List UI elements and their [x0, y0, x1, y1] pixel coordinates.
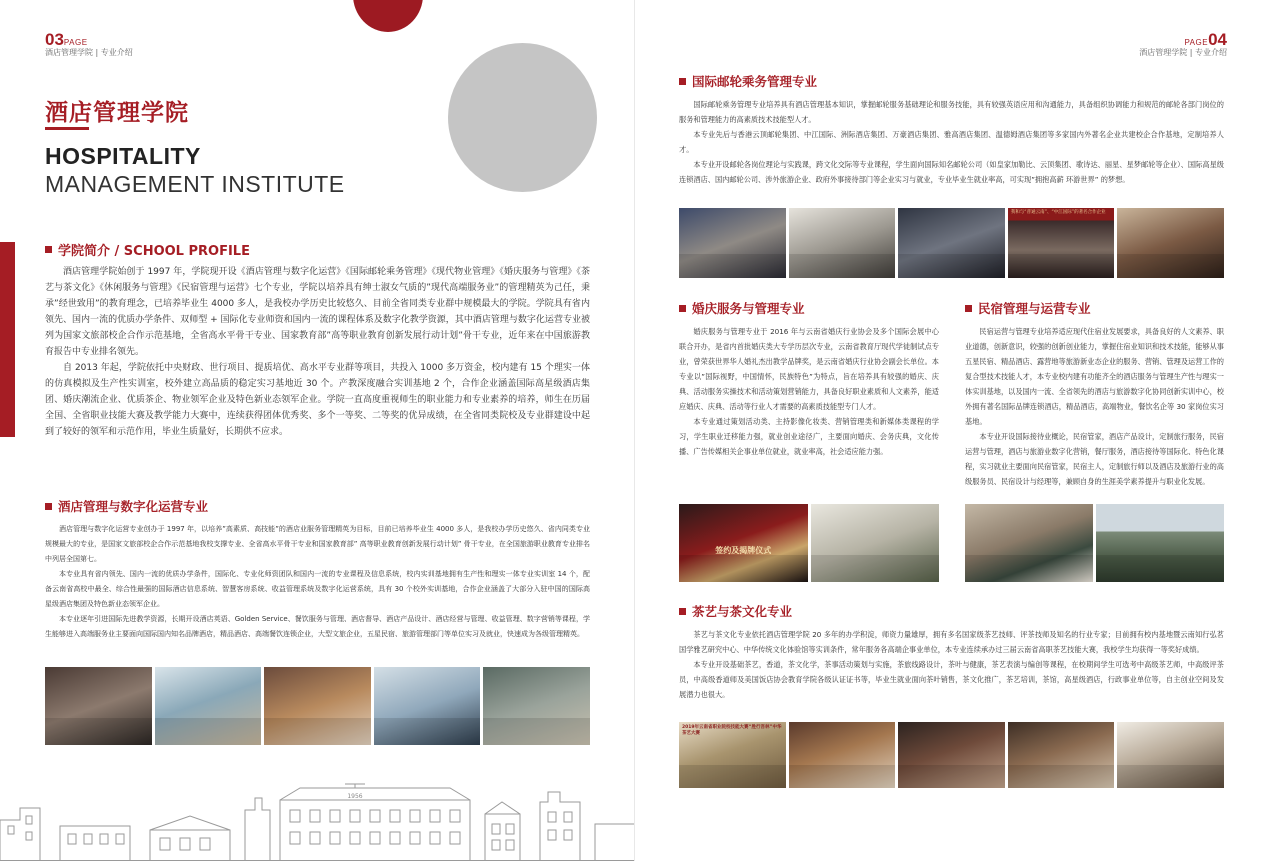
page-title-en-line2: MANAGEMENT INSTITUTE: [45, 171, 345, 197]
photo-caption: 我和与“普通云南”、“中江国际”的著名合作企业: [1010, 210, 1106, 215]
paragraph: 茶艺与茶文化专业依托酒店管理学院 20 多年的办学积淀，师资力量雄厚，拥有多名国家级茶艺技师、评茶技师及知名的行业专家；目前拥有校内基地暨云南知行弘茗国学雅艺研究中心、中华传统文化体验馆等实训条件，常年服务各高端企事业单位，本专业连续承办过三届云南省高职茶艺技能大赛，我校学生均获得一等奖好成绩。: [679, 630, 1224, 654]
wedding-text: [679, 324, 939, 459]
tea-photo-strip: [679, 722, 1224, 788]
photo: [374, 667, 481, 745]
paragraph: 本专业先后与香港云顶邮轮集团、中江国际、洲际酒店集团、万豪酒店集团、雅高酒店集团、温德姆酒店集团等多家国内外著名企业共建校企合作基地，定制培养人才。: [679, 130, 1224, 154]
photo: [965, 504, 1093, 582]
photo: [679, 504, 808, 582]
page-word: PAGE: [63, 38, 88, 47]
page-title-cn: 酒店管理学院: [45, 99, 189, 126]
photo: [1096, 504, 1224, 582]
section-heading-profile: [45, 240, 250, 259]
paragraph: 本专业开设邮轮各岗位理论与实践课，跨文化交际等专业课程，学生面向国际知名邮轮公司（如皇家加勒比、云顶集团、歌诗达、丽星、星梦邮轮等企业）、国际高星级连锁酒店、国内邮轮公司、涉外旅游企业、政府外事接待部门等企业实习与就业，专业毕业生就业率高，可实现”拥抱高薪 环游世界” 的梦想。: [679, 160, 1224, 184]
photo: [1008, 722, 1115, 788]
homestay-text: [965, 324, 1224, 489]
photo-caption: 2019年云南省职业院校技能大赛“胜行吾林”中华茶艺大赛: [682, 725, 782, 736]
section-heading-wedding: [679, 299, 805, 317]
square-bullet-icon: [965, 305, 972, 312]
heading-text: 民宿管理与运营专业: [978, 301, 1091, 316]
square-bullet-icon: [679, 78, 686, 85]
title-underline: [45, 127, 89, 130]
paragraph: 民宿运营与管理专业培养适应现代住宿业发展要求，具备良好的人文素养、职业道德，创新意识，较强的创新创业能力，掌握住宿业知识和技术技能，能够从事五星民宿、精品酒店、露营地等旅游新业态企业的服务、营销、管理及运营工作的复合型技术技能人才，本专业校内建有功能齐全的酒店服务与管理生产性与理实一体实训基地，以及国内一流、全省领先的酒店与旅游数字化协同创新实训中心，校外拥有著名国际品牌连锁酒店，精品酒店，高端物业，餐饮名企等 30 家岗位实习基地。: [965, 327, 1224, 426]
photo: [1117, 722, 1224, 788]
square-bullet-icon: [679, 305, 686, 312]
paragraph: 本专业逐年引进国际先进教学资源，长期开设酒店英语、Golden Service、餐饮服务与管理、酒店督导、酒店产品设计、酒店经营与管理、收益管理、数字营销等课程，学生能够进入高端服务业主要面向国际国内知名品牌酒店，精品酒店、高端餐饮连锁企业，大型文旅企业，五星民宿、旅游管理部门等单位实习及就业，快速成为各级管理精英。: [45, 615, 590, 638]
digital-photo-strip: [45, 667, 590, 745]
paragraph: 本专业开设基础茶艺，香道，茶文化学，茶事活动策划与实施，茶旅线路设计，茶叶与健康，茶艺表演与编创等课程，在校期间学生可选考中高级茶艺师，中高级评茶员，中高级香道师及美国饭店协会教育学院各级认证证书等，毕业生就业面向茶叶销售，茶文化推广，茶艺培训，茶馆，高星级酒店，行政事业单位等，自主创业空间及发展潜力也很大。: [679, 660, 1224, 699]
paragraph: 本专业开设国际接待业概论，民宿管家，酒店产品设计，定制旅行服务，民宿运营与管理，酒店与旅游业数字化营销，餐厅服务，酒店接待等国际化、特色化课程，实习就业主要面向民宿管家，民宿主人，定制旅行师以及酒店及旅游行业的高级服务员、民宿设计与经理等，兼顾自身的生涯美学素养提升与职业化发展。: [965, 432, 1224, 486]
page-title-en-line1: HOSPITALITY: [45, 143, 201, 169]
photo: [1008, 208, 1115, 278]
square-bullet-icon: [45, 503, 52, 510]
profile-text: [45, 264, 590, 440]
photo: [264, 667, 371, 745]
heading-text: 学院简介 / SCHOOL PROFILE: [58, 244, 250, 259]
tea-text: [679, 627, 1224, 702]
heading-text: 国际邮轮乘务管理专业: [692, 74, 818, 89]
paragraph: 婚庆服务与管理专业于 2016 年与云南省婚庆行业协会及多个国际会展中心联合开办，是省内首批婚庆类大专学历层次专业，云南省教育厅现代学徒制试点专业，曾荣获世界华人婚礼杰出教学品牌奖，是云南省婚庆行业协会副会长单位。本专业以”国际视野，中国情怀，民族特色”为特点，旨在培养具有较强的婚庆、庆典、活动服务实操技术和活动策划营销能力，具备良好职业素质和人文素养，能适应婚庆、庆典、活动等行业人才需要的高素质技能型专门人才。: [679, 327, 939, 411]
decorative-red-bar: [0, 242, 15, 437]
decorative-red-circle: [353, 0, 423, 32]
heading-text: 酒店管理与数字化运营专业: [58, 499, 209, 514]
photo: [679, 722, 786, 788]
section-heading-homestay: [965, 299, 1091, 317]
paragraph: 本专业具有省内领先、国内一流的优质办学条件，国际化、专业化师资团队和国内一流的专业课程及信息系统，校内实训基地拥有生产性和理实一体专业实训室 14 个，配备云南省高校中最全、综合性最强的国际酒店信息系统、智慧客房系统、收益管理系统及数字化运营系统，具有 30 个校外实训基地，合作企业涵盖了大部分入驻中国的国际高星级酒店集团及特色新业态领军企业。: [45, 570, 590, 608]
photo: [1117, 208, 1224, 278]
paragraph: 自 2013 年起，学院依托中央财政、世行项目、提质培优、高水平专业群等项目，共投入 1000 多万资金，校内建有 15 个理实一体的仿真模拟及生产性实训室，校外建立高品质的稳定实习基地近 30 个。产教深度融合实训基地 2 个，合作企业涵盖国际高星级酒店集团、婚庆潮流企业、优质茶企、物业领军企业及特色新业态领军企业。学院一直高度重视师生的职业能力和专业素养的培养，师生在历届全国、全省职业技能大赛及教学能力大赛中，连续获得团体优秀奖、多个一等奖、二等奖的优异成绩，在全省同类院校及专业群建设中起到了较好的领军和示范作用，毕业生质量好，长期供不应求。: [45, 363, 590, 437]
photo: [483, 667, 590, 745]
page-meta: 酒店管理学院 | 专业介绍: [1139, 48, 1227, 57]
right-page: [635, 0, 1269, 861]
homestay-photo-strip: [965, 504, 1224, 582]
heading-text: 茶艺与茶文化专业: [692, 604, 793, 619]
page-number: 03: [45, 30, 64, 49]
cruise-photo-strip: [679, 208, 1224, 278]
page-word: PAGE: [1184, 38, 1209, 47]
cruise-text: [679, 97, 1224, 187]
heading-text: 婚庆服务与管理专业: [692, 301, 805, 316]
decorative-gray-circle: [448, 43, 597, 192]
photo: [789, 722, 896, 788]
photo: [679, 208, 786, 278]
photo: [155, 667, 262, 745]
photo: [45, 667, 152, 745]
paragraph: 酒店管理与数字化运营专业创办于 1997 年，以培养”高素质、高技能”的酒店业服务管理精英为目标，目前已培养毕业生 4000 多人，是我校办学历史悠久、省内同类专业规模最大的专业，是国家文旅部校企合作示范基地我校支撑专业、全省高水平骨干专业和国家教育部” 高等职业教育创新发展行动计划” 骨干专业，在全国旅游职业教育专业排名中列居全国第七。: [45, 525, 590, 563]
wedding-photo-strip: [679, 504, 939, 582]
square-bullet-icon: [45, 246, 52, 253]
building-skyline-illustration: [0, 780, 634, 861]
section-heading-digital: [45, 497, 208, 515]
photo: [789, 208, 896, 278]
photo: [898, 722, 1005, 788]
page-meta: 酒店管理学院 | 专业介绍: [45, 48, 133, 57]
square-bullet-icon: [679, 608, 686, 615]
left-page: [0, 0, 634, 861]
photo: [811, 504, 940, 582]
digital-text: [45, 522, 590, 642]
building-year-label: 1956: [347, 793, 363, 800]
page-number: 04: [1208, 30, 1227, 49]
section-heading-tea: [679, 602, 792, 620]
paragraph: 本专业通过策划活动类、主持影像化妆类、营销管理类和新媒体类课程的学习，学生职业迁移能力强，就业创业途径广，主要面向婚庆、会务庆典，文化传播、广告传媒相关企事业单位就业，就业率高，社会适应能力强。: [679, 417, 939, 456]
section-heading-cruise: [679, 72, 817, 90]
paragraph: 国际邮轮乘务管理专业培养具有酒店管理基本知识，掌握邮轮服务基础理论和服务技能，具有较强英语应用和沟通能力，具备组织协调能力和规范的邮轮各部门岗位的服务和管理能力的高素质技术技能型人才。: [679, 100, 1224, 124]
photo-caption: 签约及揭牌仪式: [715, 546, 772, 555]
photo: [898, 208, 1005, 278]
paragraph: 酒店管理学院始创于 1997 年，学院现开设《酒店管理与数字化运营》《国际邮轮乘务管理》《现代物业管理》《婚庆服务与管理》《茶艺与茶文化》《休闲服务与管理》《民宿管理与运营》七个专业，学院以培养具有绅士淑女气质的”现代高端服务业”的管理精英为己任，秉承”经世致用”的教育理念，已培养毕业生 4000 多人，是我校办学历史比较悠久、目前全省同类专业群中规模最大的学院。学院具有省内领先、国内一流的优质办学条件、双师型 + 国际化专业师资和国内一流的课程体系及数字化教学资源，其中酒店管理与数字化运营专业被列为国家文旅部校企合作示范基地，全省高水平骨干专业、国家教育部”高等职业教育创新发展行动计划”骨干专业，近年来在中国旅游教育报告中专业排名领先。: [45, 267, 590, 357]
